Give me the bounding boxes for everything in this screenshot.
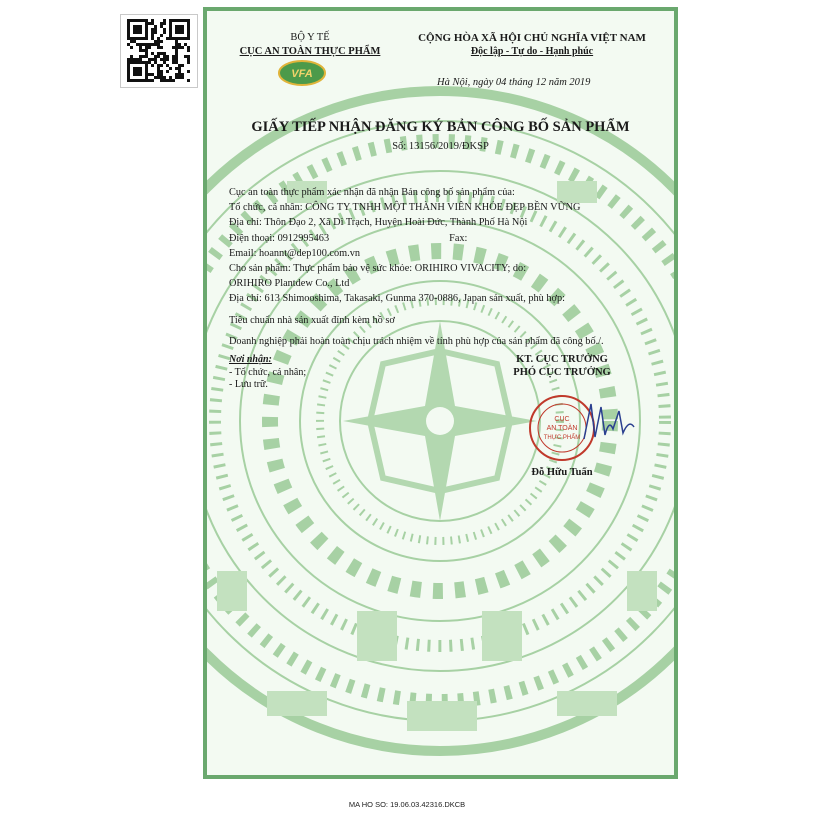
- qr-module: [151, 52, 154, 55]
- qr-module: [145, 31, 148, 34]
- qr-module: [175, 67, 178, 70]
- qr-module: [169, 19, 172, 22]
- qr-module: [139, 25, 142, 28]
- body-line-phone: [229, 231, 604, 246]
- qr-module: [127, 25, 130, 28]
- document-body: [229, 185, 604, 349]
- qr-module: [181, 19, 184, 22]
- qr-module: [151, 31, 154, 34]
- qr-module: [145, 22, 148, 25]
- qr-module: [151, 73, 154, 76]
- qr-module: [154, 28, 157, 31]
- qr-module: [133, 37, 136, 40]
- qr-module: [169, 79, 172, 82]
- qr-module: [136, 31, 139, 34]
- qr-module: [142, 79, 145, 82]
- qr-module: [178, 28, 181, 31]
- qr-module: [127, 34, 130, 37]
- qr-module: [130, 19, 133, 22]
- qr-module: [145, 43, 148, 46]
- qr-module: [163, 61, 166, 64]
- qr-module: [127, 79, 130, 82]
- qr-module: [160, 46, 163, 49]
- qr-module: [133, 73, 136, 76]
- qr-module: [175, 58, 178, 61]
- recipient-item: - Tổ chức, cá nhân;: [229, 366, 307, 378]
- qr-module: [178, 19, 181, 22]
- document-title: GIẤY TIẾP NHẬN ĐĂNG KÝ BẢN CÔNG BỐ SẢN PHẨM: [251, 119, 630, 135]
- header-left: [225, 31, 395, 59]
- qr-module: [166, 79, 169, 82]
- qr-module: [181, 73, 184, 76]
- qr-module: [142, 55, 145, 58]
- qr-module: [160, 58, 163, 61]
- qr-module: [151, 28, 154, 31]
- qr-module: [187, 79, 190, 82]
- qr-module: [163, 79, 166, 82]
- logo-text: VFA: [291, 68, 313, 80]
- qr-module: [151, 58, 154, 61]
- qr-module: [142, 49, 145, 52]
- qr-module: [136, 58, 139, 61]
- qr-module: [133, 58, 136, 61]
- qr-module: [157, 52, 160, 55]
- qr-module: [157, 70, 160, 73]
- qr-module: [133, 19, 136, 22]
- qr-module: [154, 61, 157, 64]
- qr-module: [187, 61, 190, 64]
- qr-module: [130, 40, 133, 43]
- qr-module: [175, 52, 178, 55]
- qr-module: [187, 28, 190, 31]
- qr-module: [187, 55, 190, 58]
- qr-module: [145, 64, 148, 67]
- qr-module: [175, 25, 178, 28]
- qr-module: [136, 73, 139, 76]
- qr-module: [178, 64, 181, 67]
- qr-module: [148, 46, 151, 49]
- signer-name: Đỗ Hữu Tuấn: [531, 467, 593, 478]
- stamp-line-2: AN TOÀN: [546, 425, 578, 432]
- qr-module: [181, 31, 184, 34]
- qr-module: [142, 43, 145, 46]
- qr-module: [160, 79, 163, 82]
- fax: Fax:: [449, 232, 468, 244]
- qr-module: [181, 46, 184, 49]
- qr-module: [157, 64, 160, 67]
- qr-module: [136, 43, 139, 46]
- qr-module: [160, 52, 163, 55]
- qr-module: [145, 19, 148, 22]
- signature-line-1: KT. CỤC TRƯỞNG: [516, 354, 608, 365]
- qr-module: [169, 37, 172, 40]
- qr-module: [136, 28, 139, 31]
- qr-module: [145, 52, 148, 55]
- qr-module: [163, 28, 166, 31]
- qr-module: [127, 61, 130, 64]
- qr-module: [163, 52, 166, 55]
- qr-module: [172, 79, 175, 82]
- qr-module: [175, 31, 178, 34]
- body-line-10: Doanh nghiệp phải hoàn toàn chịu trách nhiệm về tính phù hợp của sản phẩm đã công bố./.: [229, 335, 604, 347]
- qr-module: [130, 61, 133, 64]
- qr-module: [142, 61, 145, 64]
- qr-module: [178, 73, 181, 76]
- qr-module: [145, 46, 148, 49]
- qr-module: [157, 43, 160, 46]
- qr-module: [160, 22, 163, 25]
- qr-module: [175, 40, 178, 43]
- qr-module: [175, 49, 178, 52]
- qr-module: [136, 61, 139, 64]
- qr-module: [127, 67, 130, 70]
- qr-module: [175, 43, 178, 46]
- qr-module: [139, 43, 142, 46]
- qr-module: [184, 19, 187, 22]
- country-name: CỘNG HÒA XÃ HỘI CHỦ NGHĨA VIỆT NAM: [418, 32, 646, 44]
- motto: Độc lập - Tự do - Hạnh phúc: [470, 46, 594, 57]
- qr-module: [133, 61, 136, 64]
- body-line-9: Tiêu chuẩn nhà sản xuất đính kèm hồ sơ: [229, 314, 395, 326]
- qr-module: [169, 67, 172, 70]
- qr-module: [160, 76, 163, 79]
- qr-module: [136, 67, 139, 70]
- qr-module: [154, 76, 157, 79]
- certificate: [203, 7, 678, 779]
- qr-module: [187, 58, 190, 61]
- body-line-3: Địa chỉ: Thôn Đạo 2, Xã Di Trạch, Huyện Hoài Đức, Thành Phố Hà Nội: [229, 217, 528, 229]
- qr-module: [130, 55, 133, 58]
- qr-module: [169, 28, 172, 31]
- qr-module: [172, 61, 175, 64]
- header-right: [397, 31, 667, 59]
- qr-module: [160, 34, 163, 37]
- qr-module: [184, 43, 187, 46]
- qr-module: [139, 73, 142, 76]
- qr-module: [178, 67, 181, 70]
- qr-module: [178, 46, 181, 49]
- qr-module: [154, 40, 157, 43]
- qr-module: [127, 19, 130, 22]
- qr-module: [139, 55, 142, 58]
- qr-module: [148, 79, 151, 82]
- qr-module: [175, 28, 178, 31]
- stamp-line-1: CỤC: [554, 416, 570, 423]
- qr-module: [175, 19, 178, 22]
- qr-module: [151, 22, 154, 25]
- qr-module: [148, 43, 151, 46]
- qr-module: [166, 70, 169, 73]
- body-line-7: ORIHIRO Plantdew Co., Ltd: [229, 278, 350, 290]
- qr-module: [151, 37, 154, 40]
- qr-module: [136, 25, 139, 28]
- document-number: Số: 13156/2019/ĐKSP: [392, 141, 489, 152]
- qr-module: [151, 64, 154, 67]
- qr-module: [163, 58, 166, 61]
- qr-module: [154, 25, 157, 28]
- qr-module: [133, 25, 136, 28]
- qr-module: [127, 28, 130, 31]
- body-line-2: Tổ chức, cá nhân: CÔNG TY TNHH MỘT THÀNH VIÊN KHỎE ĐẸP BỀN VỮNG: [229, 202, 581, 214]
- recipients: [229, 354, 306, 392]
- qr-module: [157, 37, 160, 40]
- qr-module: [154, 43, 157, 46]
- recipient-item: - Lưu trữ.: [229, 379, 268, 390]
- issue-date: Hà Nội, ngày 04 tháng 12 năm 2019: [437, 77, 591, 88]
- qr-module: [175, 46, 178, 49]
- qr-module: [187, 22, 190, 25]
- qr-module: [139, 70, 142, 73]
- qr-module: [163, 22, 166, 25]
- qr-module: [187, 37, 190, 40]
- vfa-logo: [277, 59, 327, 92]
- qr-module: [169, 25, 172, 28]
- qr-module: [151, 34, 154, 37]
- qr-module: [151, 19, 154, 22]
- qr-module: [169, 76, 172, 79]
- qr-module: [136, 79, 139, 82]
- qr-module: [139, 49, 142, 52]
- qr-module: [175, 61, 178, 64]
- qr-module: [139, 79, 142, 82]
- qr-module: [130, 37, 133, 40]
- department-name: CỤC AN TOÀN THỰC PHẨM: [239, 46, 381, 57]
- qr-module: [136, 19, 139, 22]
- signature-title: [487, 354, 637, 379]
- body-line-1: Cục an toàn thực phẩm xác nhận đã nhận Bản công bố sản phẩm của:: [229, 187, 515, 198]
- qr-module: [181, 37, 184, 40]
- qr-module: [163, 31, 166, 34]
- qr-module: [187, 31, 190, 34]
- qr-module: [154, 31, 157, 34]
- qr-module: [175, 37, 178, 40]
- qr-module: [145, 28, 148, 31]
- qr-module: [145, 55, 148, 58]
- qr-module: [160, 73, 163, 76]
- qr-module: [145, 67, 148, 70]
- qr-module: [187, 49, 190, 52]
- qr-module: [187, 70, 190, 73]
- qr-module: [139, 61, 142, 64]
- qr-module: [166, 58, 169, 61]
- qr-module: [181, 64, 184, 67]
- qr-module: [160, 40, 163, 43]
- qr-module: [133, 40, 136, 43]
- body-line-8: Địa chỉ: 613 Shimooshima, Takasaki, Gunma 370-0886, Japan sản xuất, phù hợp:: [229, 293, 565, 305]
- qr-module: [151, 79, 154, 82]
- qr-module: [139, 31, 142, 34]
- qr-module: [145, 34, 148, 37]
- signature-line-2: PHÓ CỤC TRƯỞNG: [513, 366, 611, 378]
- qr-module: [139, 67, 142, 70]
- qr-module: [127, 31, 130, 34]
- qr-module: [151, 43, 154, 46]
- qr-module: [133, 67, 136, 70]
- qr-module: [133, 70, 136, 73]
- qr-module: [178, 25, 181, 28]
- qr-module: [148, 22, 151, 25]
- qr-module: [145, 76, 148, 79]
- qr-module: [172, 58, 175, 61]
- qr-module: [142, 19, 145, 22]
- qr-module: [157, 76, 160, 79]
- phone: Điện thoại: 0912995463: [229, 232, 330, 244]
- qr-module: [163, 55, 166, 58]
- qr-module: [166, 55, 169, 58]
- qr-module: [139, 37, 142, 40]
- qr-module: [169, 22, 172, 25]
- qr-module: [157, 67, 160, 70]
- qr-module: [145, 79, 148, 82]
- stamp-line-3: THỰC PHẨM: [543, 435, 581, 441]
- qr-module: [187, 25, 190, 28]
- qr-module: [172, 55, 175, 58]
- qr-module: [157, 40, 160, 43]
- qr-module: [163, 76, 166, 79]
- qr-module: [127, 58, 130, 61]
- qr-module: [130, 79, 133, 82]
- qr-module: [163, 19, 166, 22]
- qr-module: [175, 55, 178, 58]
- qr-module: [127, 64, 130, 67]
- qr-module: [145, 25, 148, 28]
- qr-module: [178, 76, 181, 79]
- qr-module: [139, 19, 142, 22]
- qr-module: [160, 64, 163, 67]
- ministry-name: BỘ Y TẾ: [290, 32, 330, 43]
- body-line-email: Email: hoannt@dep100.com.vn: [229, 247, 361, 259]
- qr-module: [175, 73, 178, 76]
- qr-module: [184, 55, 187, 58]
- qr-module: [178, 31, 181, 34]
- recipients-title: Nơi nhận:: [229, 354, 272, 365]
- qr-module: [139, 46, 142, 49]
- qr-code: [120, 14, 198, 88]
- qr-module: [133, 79, 136, 82]
- qr-module: [127, 43, 130, 46]
- qr-module: [148, 61, 151, 64]
- qr-module: [142, 37, 145, 40]
- qr-module: [169, 31, 172, 34]
- qr-module: [145, 49, 148, 52]
- handwritten-signature: [579, 399, 639, 454]
- qr-module: [184, 37, 187, 40]
- qr-module: [187, 46, 190, 49]
- qr-module: [157, 73, 160, 76]
- qr-module: [136, 70, 139, 73]
- qr-module: [127, 73, 130, 76]
- qr-module: [172, 37, 175, 40]
- qr-module: [187, 19, 190, 22]
- qr-module: [145, 70, 148, 73]
- qr-module: [148, 58, 151, 61]
- qr-module: [148, 73, 151, 76]
- qr-module: [169, 34, 172, 37]
- qr-module: [172, 19, 175, 22]
- qr-module: [133, 28, 136, 31]
- qr-module: [181, 76, 184, 79]
- qr-module: [154, 58, 157, 61]
- qr-module: [166, 64, 169, 67]
- qr-module: [160, 70, 163, 73]
- qr-module: [178, 37, 181, 40]
- qr-module: [187, 34, 190, 37]
- qr-module: [145, 73, 148, 76]
- qr-module: [157, 55, 160, 58]
- qr-module: [136, 37, 139, 40]
- dossier-code: MA HO SO: 19.06.03.42316.DKCB: [348, 800, 466, 809]
- qr-module: [175, 76, 178, 79]
- qr-module: [154, 55, 157, 58]
- qr-module: [178, 43, 181, 46]
- qr-module: [157, 46, 160, 49]
- qr-module: [181, 28, 184, 31]
- qr-module: [127, 70, 130, 73]
- qr-module: [172, 46, 175, 49]
- qr-module: [178, 70, 181, 73]
- qr-module: [127, 76, 130, 79]
- qr-module: [127, 22, 130, 25]
- qr-module: [133, 31, 136, 34]
- qr-module: [139, 28, 142, 31]
- qr-module: [139, 58, 142, 61]
- qr-module: [181, 25, 184, 28]
- qr-module: [160, 25, 163, 28]
- body-line-6: Cho sản phẩm: Thực phẩm bảo vệ sức khỏe: ORIHIRO VIVACITY; do:: [229, 263, 527, 275]
- qr-module: [130, 58, 133, 61]
- qr-module: [130, 46, 133, 49]
- qr-module: [145, 61, 148, 64]
- qr-module: [127, 37, 130, 40]
- qr-module: [145, 37, 148, 40]
- qr-module: [166, 37, 169, 40]
